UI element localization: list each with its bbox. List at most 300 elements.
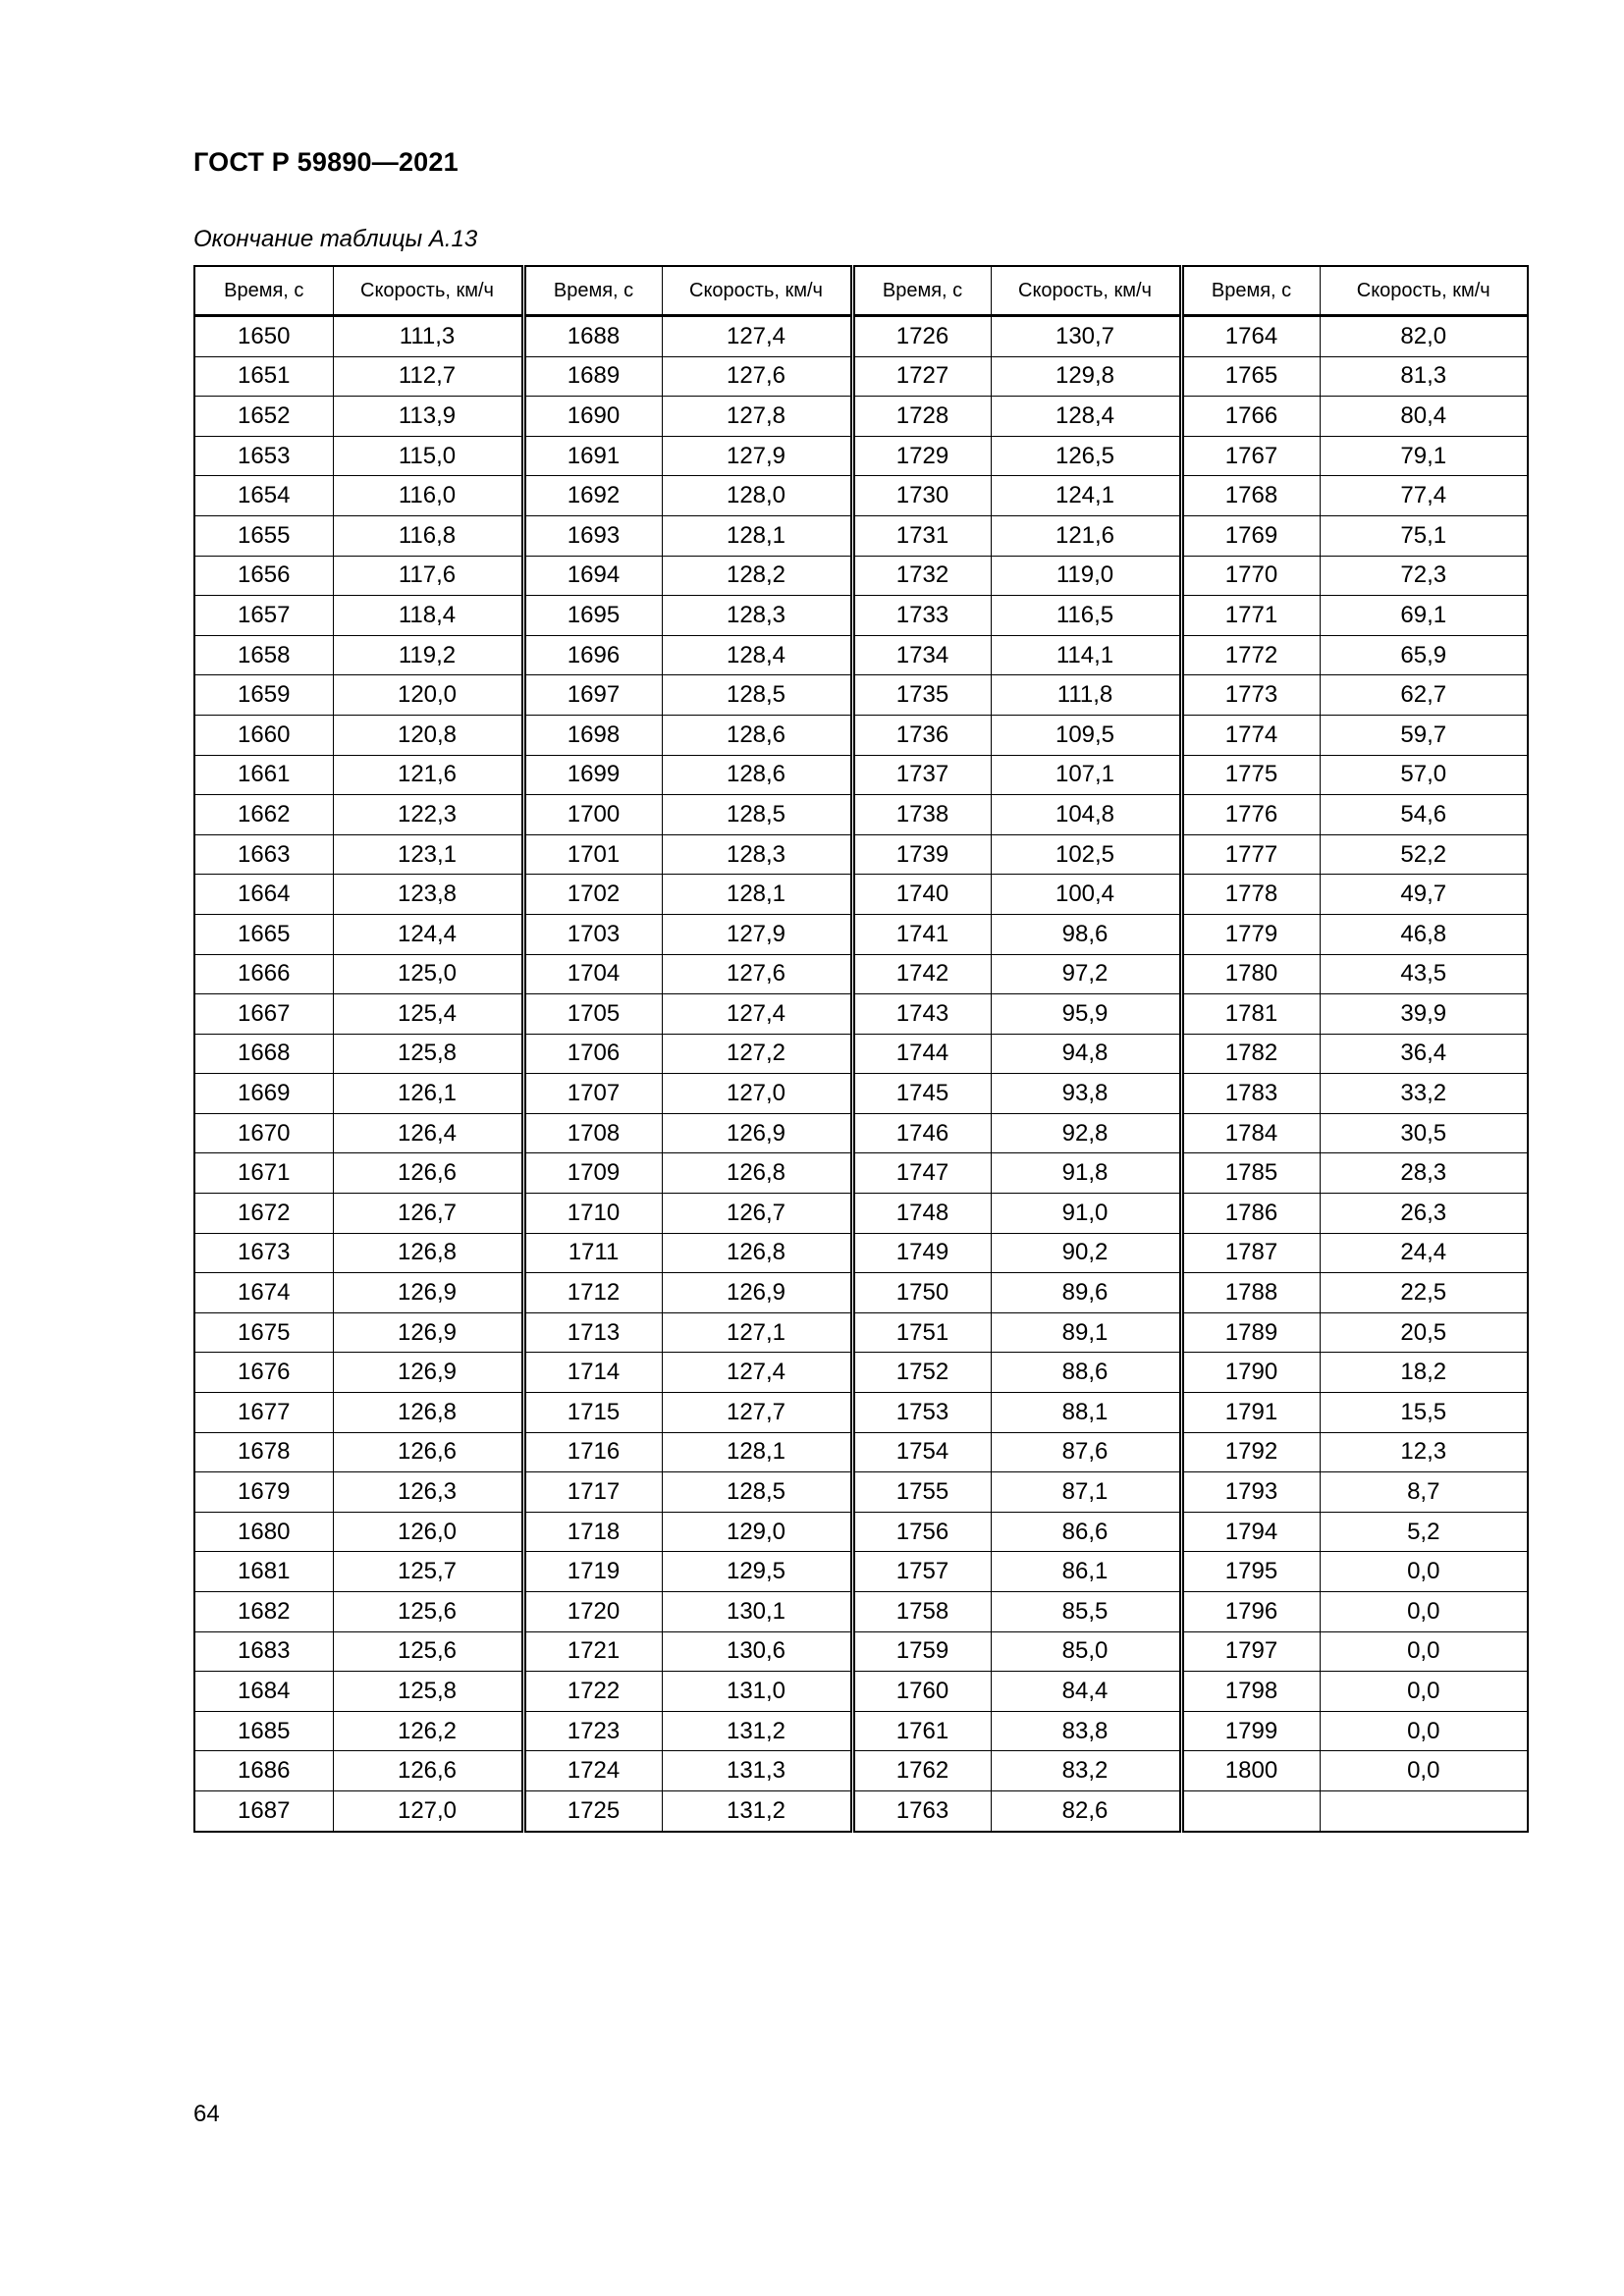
table-cell: 124,4 <box>333 914 523 954</box>
table-cell: 1702 <box>523 875 662 915</box>
table-cell: 1774 <box>1181 715 1320 755</box>
table-cell: 1729 <box>852 436 991 476</box>
table-cell: 1717 <box>523 1472 662 1513</box>
table-cell: 126,3 <box>333 1472 523 1513</box>
table-row <box>194 1552 1528 1592</box>
table-cell: 1779 <box>1181 914 1320 954</box>
table-cell: 129,0 <box>662 1512 852 1552</box>
table-cell: 126,9 <box>662 1113 852 1153</box>
column-header: Время, с <box>852 266 991 316</box>
table-cell: 86,1 <box>991 1552 1181 1592</box>
table-cell: 126,6 <box>333 1153 523 1194</box>
table-cell: 128,1 <box>662 515 852 556</box>
table-row <box>194 1113 1528 1153</box>
table-row <box>194 1074 1528 1114</box>
table-cell: 1720 <box>523 1592 662 1632</box>
table-cell: 125,4 <box>333 994 523 1035</box>
table-cell: 1766 <box>1181 397 1320 437</box>
table-cell: 1800 <box>1181 1751 1320 1791</box>
table-cell: 119,2 <box>333 635 523 675</box>
table-row <box>194 1751 1528 1791</box>
table-cell: 1781 <box>1181 994 1320 1035</box>
table-cell: 46,8 <box>1320 914 1528 954</box>
table-cell: 1712 <box>523 1273 662 1313</box>
table-cell: 1754 <box>852 1432 991 1472</box>
table-container <box>193 265 1527 1833</box>
table-cell: 1738 <box>852 795 991 835</box>
table-cell: 109,5 <box>991 715 1181 755</box>
table-cell: 54,6 <box>1320 795 1528 835</box>
table-cell: 1707 <box>523 1074 662 1114</box>
table-cell: 1699 <box>523 755 662 795</box>
table-cell: 1762 <box>852 1751 991 1791</box>
table-cell: 1676 <box>194 1353 333 1393</box>
table-cell: 124,1 <box>991 476 1181 516</box>
table-cell: 1773 <box>1181 675 1320 716</box>
table-cell: 129,5 <box>662 1552 852 1592</box>
table-cell: 128,3 <box>662 596 852 636</box>
table-cell: 1659 <box>194 675 333 716</box>
table-cell: 1795 <box>1181 1552 1320 1592</box>
table-cell: 127,0 <box>333 1790 523 1831</box>
table-row <box>194 954 1528 994</box>
table-cell: 126,6 <box>333 1432 523 1472</box>
table-cell: 127,0 <box>662 1074 852 1114</box>
table-cell: 126,0 <box>333 1512 523 1552</box>
table-cell: 1759 <box>852 1631 991 1672</box>
column-header: Скорость, км/ч <box>1320 266 1528 316</box>
table-cell <box>1181 1790 1320 1831</box>
column-header: Время, с <box>523 266 662 316</box>
table-cell: 127,1 <box>662 1312 852 1353</box>
table-cell: 91,8 <box>991 1153 1181 1194</box>
table-cell: 49,7 <box>1320 875 1528 915</box>
table-cell: 62,7 <box>1320 675 1528 716</box>
table-cell: 1675 <box>194 1312 333 1353</box>
page-number: 64 <box>193 2101 220 2127</box>
table-cell: 1741 <box>852 914 991 954</box>
table-cell: 1757 <box>852 1552 991 1592</box>
table-cell: 1763 <box>852 1790 991 1831</box>
table-cell: 126,8 <box>333 1393 523 1433</box>
table-cell: 1797 <box>1181 1631 1320 1672</box>
table-cell: 1777 <box>1181 834 1320 875</box>
table-row <box>194 1711 1528 1751</box>
table-cell: 119,0 <box>991 556 1181 596</box>
table-cell: 1683 <box>194 1631 333 1672</box>
table-cell: 1654 <box>194 476 333 516</box>
table-cell: 1698 <box>523 715 662 755</box>
table-cell: 52,2 <box>1320 834 1528 875</box>
table-cell: 84,4 <box>991 1672 1181 1712</box>
table-cell: 22,5 <box>1320 1273 1528 1313</box>
table-cell: 1685 <box>194 1711 333 1751</box>
table-cell: 1771 <box>1181 596 1320 636</box>
table-cell: 72,3 <box>1320 556 1528 596</box>
table-cell: 77,4 <box>1320 476 1528 516</box>
table-row <box>194 1273 1528 1313</box>
table-cell: 130,7 <box>991 316 1181 357</box>
table-cell: 1765 <box>1181 356 1320 397</box>
table-cell: 1726 <box>852 316 991 357</box>
table-cell: 123,8 <box>333 875 523 915</box>
table-cell: 0,0 <box>1320 1592 1528 1632</box>
table-header-row <box>194 266 1528 316</box>
table-cell: 1682 <box>194 1592 333 1632</box>
table-cell: 1748 <box>852 1194 991 1234</box>
table-cell: 1693 <box>523 515 662 556</box>
table-cell: 89,1 <box>991 1312 1181 1353</box>
table-cell: 30,5 <box>1320 1113 1528 1153</box>
table-cell: 1768 <box>1181 476 1320 516</box>
column-header: Скорость, км/ч <box>333 266 523 316</box>
table-cell: 1680 <box>194 1512 333 1552</box>
table-cell: 1713 <box>523 1312 662 1353</box>
table-row <box>194 1153 1528 1194</box>
table-row <box>194 994 1528 1035</box>
table-row <box>194 515 1528 556</box>
table-cell: 1732 <box>852 556 991 596</box>
table-cell: 128,5 <box>662 1472 852 1513</box>
table-cell: 85,0 <box>991 1631 1181 1672</box>
table-cell: 1655 <box>194 515 333 556</box>
table-cell: 122,3 <box>333 795 523 835</box>
table-cell: 1722 <box>523 1672 662 1712</box>
table-row <box>194 1233 1528 1273</box>
table-cell: 126,8 <box>662 1233 852 1273</box>
table-cell: 1788 <box>1181 1273 1320 1313</box>
table-cell: 128,1 <box>662 1432 852 1472</box>
table-cell: 1761 <box>852 1711 991 1751</box>
table-cell: 127,6 <box>662 954 852 994</box>
table-cell: 127,9 <box>662 914 852 954</box>
table-cell: 1691 <box>523 436 662 476</box>
table-cell: 1687 <box>194 1790 333 1831</box>
table-cell: 127,4 <box>662 994 852 1035</box>
table-row <box>194 356 1528 397</box>
table-cell: 75,1 <box>1320 515 1528 556</box>
table-row <box>194 1472 1528 1513</box>
table-cell: 83,2 <box>991 1751 1181 1791</box>
table-row <box>194 1592 1528 1632</box>
table-cell: 1661 <box>194 755 333 795</box>
table-cell: 1790 <box>1181 1353 1320 1393</box>
table-cell: 1785 <box>1181 1153 1320 1194</box>
table-cell: 127,8 <box>662 397 852 437</box>
table-cell: 1703 <box>523 914 662 954</box>
table-cell: 131,2 <box>662 1711 852 1751</box>
table-cell: 127,4 <box>662 1353 852 1393</box>
table-cell: 102,5 <box>991 834 1181 875</box>
table-cell: 79,1 <box>1320 436 1528 476</box>
table-cell: 126,2 <box>333 1711 523 1751</box>
table-cell: 1695 <box>523 596 662 636</box>
table-cell: 1794 <box>1181 1512 1320 1552</box>
table-cell: 28,3 <box>1320 1153 1528 1194</box>
table-cell: 1653 <box>194 436 333 476</box>
table-cell: 1787 <box>1181 1233 1320 1273</box>
table-cell: 127,7 <box>662 1393 852 1433</box>
table-cell: 1733 <box>852 596 991 636</box>
table-cell: 1689 <box>523 356 662 397</box>
table-row <box>194 1312 1528 1353</box>
table-cell: 1665 <box>194 914 333 954</box>
table-cell: 1714 <box>523 1353 662 1393</box>
table-cell: 1798 <box>1181 1672 1320 1712</box>
table-cell: 1730 <box>852 476 991 516</box>
table-cell: 81,3 <box>1320 356 1528 397</box>
table-cell: 1721 <box>523 1631 662 1672</box>
table-cell: 1710 <box>523 1194 662 1234</box>
table-cell: 116,5 <box>991 596 1181 636</box>
table-cell: 1786 <box>1181 1194 1320 1234</box>
table-cell: 113,9 <box>333 397 523 437</box>
table-row <box>194 1512 1528 1552</box>
table-caption: Окончание таблицы А.13 <box>193 226 478 252</box>
table-cell: 1796 <box>1181 1592 1320 1632</box>
table-cell: 126,9 <box>333 1273 523 1313</box>
table-cell: 116,0 <box>333 476 523 516</box>
table-cell: 1744 <box>852 1034 991 1074</box>
table-cell: 1688 <box>523 316 662 357</box>
table-row <box>194 1790 1528 1831</box>
table-cell: 1791 <box>1181 1393 1320 1433</box>
table-cell: 1778 <box>1181 875 1320 915</box>
table-cell: 126,7 <box>333 1194 523 1234</box>
table-cell: 90,2 <box>991 1233 1181 1273</box>
table-cell: 1737 <box>852 755 991 795</box>
table-cell: 126,7 <box>662 1194 852 1234</box>
table-cell: 1677 <box>194 1393 333 1433</box>
table-cell: 1666 <box>194 954 333 994</box>
table-cell: 1735 <box>852 675 991 716</box>
table-cell: 128,4 <box>662 635 852 675</box>
table-cell: 131,2 <box>662 1790 852 1831</box>
table-cell: 1767 <box>1181 436 1320 476</box>
table-cell: 80,4 <box>1320 397 1528 437</box>
table-cell: 1684 <box>194 1672 333 1712</box>
table-cell: 1652 <box>194 397 333 437</box>
table-row <box>194 1034 1528 1074</box>
table-cell: 0,0 <box>1320 1631 1528 1672</box>
document-header: ГОСТ Р 59890—2021 <box>193 147 459 177</box>
column-header: Скорость, км/ч <box>662 266 852 316</box>
table-row <box>194 436 1528 476</box>
table-cell: 1772 <box>1181 635 1320 675</box>
table-cell: 0,0 <box>1320 1751 1528 1791</box>
table-cell: 20,5 <box>1320 1312 1528 1353</box>
table-cell: 128,4 <box>991 397 1181 437</box>
table-cell: 130,6 <box>662 1631 852 1672</box>
table-cell: 39,9 <box>1320 994 1528 1035</box>
table-cell: 125,6 <box>333 1631 523 1672</box>
table-cell: 1669 <box>194 1074 333 1114</box>
table-cell: 1697 <box>523 675 662 716</box>
table-row <box>194 1353 1528 1393</box>
table-row <box>194 1631 1528 1672</box>
table-row <box>194 914 1528 954</box>
table-cell: 128,6 <box>662 755 852 795</box>
table-cell: 1651 <box>194 356 333 397</box>
table-row <box>194 755 1528 795</box>
table-cell: 1789 <box>1181 1312 1320 1353</box>
table-cell: 36,4 <box>1320 1034 1528 1074</box>
table-cell: 85,5 <box>991 1592 1181 1632</box>
table-cell: 1718 <box>523 1512 662 1552</box>
table-cell: 1723 <box>523 1711 662 1751</box>
table-cell: 107,1 <box>991 755 1181 795</box>
table-row <box>194 476 1528 516</box>
table-cell: 1673 <box>194 1233 333 1273</box>
table-cell: 1681 <box>194 1552 333 1592</box>
table-cell: 126,9 <box>662 1273 852 1313</box>
table-cell: 1667 <box>194 994 333 1035</box>
table-cell: 129,8 <box>991 356 1181 397</box>
table-row <box>194 675 1528 716</box>
table-cell: 94,8 <box>991 1034 1181 1074</box>
table-cell: 126,6 <box>333 1751 523 1791</box>
table-cell: 1650 <box>194 316 333 357</box>
table-cell: 126,4 <box>333 1113 523 1153</box>
table-cell: 1793 <box>1181 1472 1320 1513</box>
table-cell: 131,3 <box>662 1751 852 1791</box>
table-cell: 1758 <box>852 1592 991 1632</box>
table-cell: 1671 <box>194 1153 333 1194</box>
table-cell: 0,0 <box>1320 1672 1528 1712</box>
table-cell: 1668 <box>194 1034 333 1074</box>
table-cell: 118,4 <box>333 596 523 636</box>
table-cell: 1799 <box>1181 1711 1320 1751</box>
table-row <box>194 596 1528 636</box>
table-cell: 1753 <box>852 1393 991 1433</box>
table-cell <box>1320 1790 1528 1831</box>
table-cell: 1782 <box>1181 1034 1320 1074</box>
table-cell: 111,8 <box>991 675 1181 716</box>
table-cell: 1776 <box>1181 795 1320 835</box>
table-cell: 1739 <box>852 834 991 875</box>
speed-time-table <box>193 265 1529 1833</box>
table-cell: 131,0 <box>662 1672 852 1712</box>
table-cell: 1746 <box>852 1113 991 1153</box>
table-row <box>194 795 1528 835</box>
table-row <box>194 635 1528 675</box>
table-cell: 1716 <box>523 1432 662 1472</box>
table-cell: 128,2 <box>662 556 852 596</box>
table-cell: 1696 <box>523 635 662 675</box>
table-cell: 82,0 <box>1320 316 1528 357</box>
table-cell: 88,6 <box>991 1353 1181 1393</box>
table-row <box>194 316 1528 357</box>
table-cell: 98,6 <box>991 914 1181 954</box>
table-row <box>194 556 1528 596</box>
table-cell: 1660 <box>194 715 333 755</box>
table-cell: 1657 <box>194 596 333 636</box>
table-cell: 1780 <box>1181 954 1320 994</box>
table-cell: 1692 <box>523 476 662 516</box>
table-cell: 1784 <box>1181 1113 1320 1153</box>
table-cell: 128,1 <box>662 875 852 915</box>
table-cell: 83,8 <box>991 1711 1181 1751</box>
table-cell: 125,0 <box>333 954 523 994</box>
table-cell: 1728 <box>852 397 991 437</box>
table-body <box>194 316 1528 1832</box>
table-cell: 126,9 <box>333 1312 523 1353</box>
table-cell: 1711 <box>523 1233 662 1273</box>
table-cell: 128,5 <box>662 795 852 835</box>
table-cell: 1670 <box>194 1113 333 1153</box>
table-cell: 1672 <box>194 1194 333 1234</box>
table-cell: 1658 <box>194 635 333 675</box>
table-row <box>194 834 1528 875</box>
table-row <box>194 1194 1528 1234</box>
table-cell: 128,3 <box>662 834 852 875</box>
table-cell: 115,0 <box>333 436 523 476</box>
table-cell: 91,0 <box>991 1194 1181 1234</box>
table-cell: 1664 <box>194 875 333 915</box>
table-cell: 97,2 <box>991 954 1181 994</box>
table-cell: 18,2 <box>1320 1353 1528 1393</box>
table-cell: 121,6 <box>991 515 1181 556</box>
table-row <box>194 1432 1528 1472</box>
table-cell: 126,8 <box>662 1153 852 1194</box>
table-cell: 1760 <box>852 1672 991 1712</box>
table-row <box>194 1393 1528 1433</box>
table-cell: 1686 <box>194 1751 333 1791</box>
table-cell: 82,6 <box>991 1790 1181 1831</box>
table-cell: 111,3 <box>333 316 523 357</box>
table-cell: 1725 <box>523 1790 662 1831</box>
table-cell: 1719 <box>523 1552 662 1592</box>
table-cell: 1742 <box>852 954 991 994</box>
table-cell: 1740 <box>852 875 991 915</box>
table-row <box>194 1672 1528 1712</box>
table-cell: 1747 <box>852 1153 991 1194</box>
table-cell: 1727 <box>852 356 991 397</box>
table-cell: 69,1 <box>1320 596 1528 636</box>
table-cell: 1674 <box>194 1273 333 1313</box>
table-cell: 1656 <box>194 556 333 596</box>
table-cell: 128,0 <box>662 476 852 516</box>
table-cell: 126,1 <box>333 1074 523 1114</box>
table-cell: 116,8 <box>333 515 523 556</box>
table-cell: 117,6 <box>333 556 523 596</box>
table-cell: 92,8 <box>991 1113 1181 1153</box>
table-cell: 59,7 <box>1320 715 1528 755</box>
table-cell: 1704 <box>523 954 662 994</box>
table-cell: 1731 <box>852 515 991 556</box>
table-cell: 120,8 <box>333 715 523 755</box>
table-cell: 126,8 <box>333 1233 523 1273</box>
table-row <box>194 397 1528 437</box>
column-header: Время, с <box>1181 266 1320 316</box>
table-cell: 130,1 <box>662 1592 852 1632</box>
table-cell: 1715 <box>523 1393 662 1433</box>
table-cell: 128,6 <box>662 715 852 755</box>
table-cell: 12,3 <box>1320 1432 1528 1472</box>
column-header: Время, с <box>194 266 333 316</box>
table-cell: 8,7 <box>1320 1472 1528 1513</box>
table-cell: 95,9 <box>991 994 1181 1035</box>
table-cell: 125,7 <box>333 1552 523 1592</box>
table-cell: 87,1 <box>991 1472 1181 1513</box>
column-header: Скорость, км/ч <box>991 266 1181 316</box>
table-cell: 120,0 <box>333 675 523 716</box>
table-cell: 1752 <box>852 1353 991 1393</box>
table-cell: 1743 <box>852 994 991 1035</box>
table-cell: 1690 <box>523 397 662 437</box>
table-cell: 1775 <box>1181 755 1320 795</box>
table-cell: 1751 <box>852 1312 991 1353</box>
